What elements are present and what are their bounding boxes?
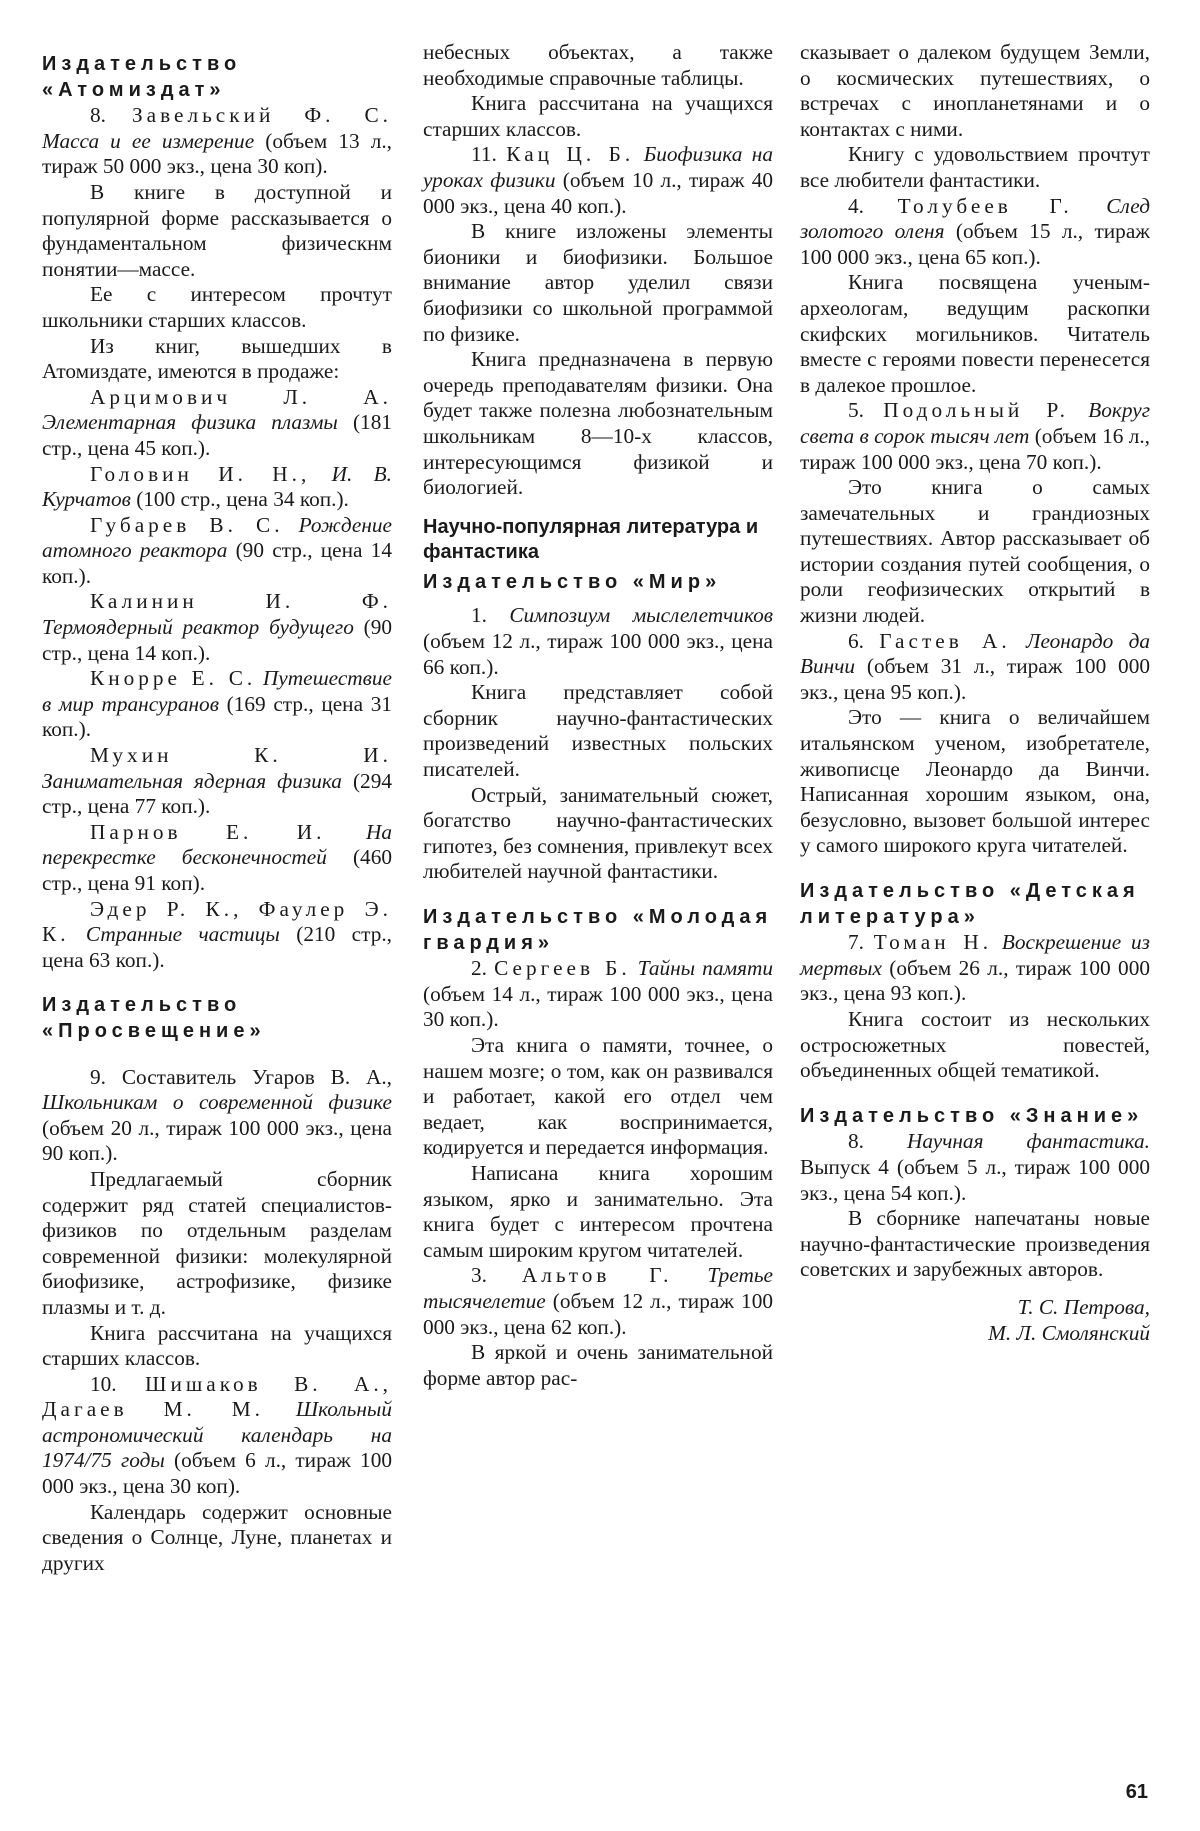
entry-author: Завельский Ф. С.	[131, 103, 392, 128]
column-1	[42, 40, 392, 1576]
reference-author: Головин И. Н.,	[90, 461, 311, 486]
entry-details: (объем 12 л., тираж 100 000 экз., цена 62 коп.).	[423, 1288, 774, 1339]
entry-title: Научная фантастика.	[907, 1129, 1150, 1154]
entry-11-prosveshchenie	[423, 142, 773, 219]
entry-4-molodaya-gvardiya	[800, 194, 1150, 271]
entry-description: Предлагаемый сборник содержит ряд статей специалистов-физиков по отдельным разделам современной физики: молекулярной биофизике, астрофизике, физике плазмы и т. д.	[42, 1166, 392, 1319]
entry-title: Школьный астрономический календарь на 1974/75 годы	[42, 1397, 392, 1473]
entry-7-detskaya-literatura	[800, 930, 1150, 1007]
continued-text: небесных объектах, а также необходимые справочные таблицы.	[423, 40, 773, 90]
reference-details: (90 стр., цена 14 коп.).	[42, 538, 392, 588]
entry-number: 8.	[90, 103, 106, 128]
entry-description: Книга посвящена ученым-археологам, ведущим раскопки скифских могильников. Читатель вместе с героями повести перенесется в далекое прошлое.	[800, 270, 1150, 397]
entry-description: В книге в доступной и популярной форме рассказывается о фундаментальном физическнм понятии—массе.	[42, 179, 392, 281]
entry-8-atomizdat	[42, 103, 392, 180]
reference-item	[42, 820, 392, 897]
entry-3-molodaya-gvardiya	[423, 1263, 773, 1340]
entry-details: (объем 26 л., тираж 100 000 экз., цена 93 коп.).	[800, 955, 1151, 1006]
entry-details: (объем 6 л., тираж 100 000 экз., цена 30 коп).	[42, 1448, 392, 1499]
entry-author: Альтов Г.	[521, 1263, 673, 1288]
entry-2-molodaya-gvardiya	[423, 956, 773, 1033]
reference-details: (100 стр., цена 34 коп.).	[136, 487, 349, 512]
publisher-heading-detskaya-literatura: Издательство «Детская литература»	[800, 880, 1140, 928]
reference-details: (181 стр., цена 45 коп.).	[42, 410, 392, 460]
entry-description: Это — книга о величайшем итальянском ученом, изобретателе, живописце Леонардо да Винчи. Написанная хорошим языком, она, безусловно, вызовет большой интерес у самого широкого круга читателей.	[800, 705, 1150, 858]
entry-title: Воскрешение из мертвых	[800, 930, 1150, 980]
entry-title: Масса и ее измерение	[42, 128, 255, 153]
reference-title: Рождение атомного реактора	[42, 512, 392, 563]
entry-author: Составитель Угаров В. А.,	[121, 1064, 392, 1089]
reference-title: На перекрестке бесконечностей	[42, 819, 392, 870]
entry-description: Эта книга о памяти, точнее, о нашем мозге; о том, как он развивался и работает, какой его отдел чем ведает, как воспринимается, кодируется и передается информация.	[423, 1032, 773, 1160]
publisher-heading-molodaya-gvardiya: Издательство «Молодая гвардия»	[423, 906, 773, 954]
reference-item	[42, 589, 392, 666]
column-2	[423, 40, 773, 1391]
entry-author: Подольный Р.	[883, 398, 1070, 423]
entry-number: 11.	[471, 142, 497, 167]
entry-description: В сборнике напечатаны новые научно-фантастические произведения советских и зарубежных авторов.	[800, 1206, 1150, 1282]
entry-6-molodaya-gvardiya	[800, 629, 1150, 706]
entry-title: След золотого оленя	[800, 193, 1150, 244]
reference-item	[42, 743, 392, 820]
entry-description: Книга состоит из нескольких остросюжетных повестей, объединенных общей тематикой.	[800, 1006, 1150, 1083]
entry-description: В яркой и очень занимательной форме автор рас-	[423, 1340, 773, 1390]
entry-description: В книге изложены элементы бионики и биофизики. Большое внимание автор уделил связи биофизики со школьной программой по физике.	[423, 219, 773, 346]
entry-number: 5.	[848, 398, 864, 423]
entry-details: (объем 13 л., тираж 50 000 экз., цена 30 коп).	[42, 128, 392, 179]
publisher-heading-znanie: Издательство «Знание»	[800, 1104, 1144, 1127]
reference-author: Эдер Р. К., Фаулер Э. К.	[42, 896, 392, 947]
entry-title: Третье тысячелетие	[423, 1263, 774, 1313]
entry-author: Толубеев Г.	[897, 193, 1073, 218]
entry-details: (объем 20 л., тираж 100 000 экз., цена 90 коп.).	[42, 1115, 392, 1166]
entry-description: Книгу с удовольствием прочтут все любители фантастики.	[800, 142, 1150, 192]
publisher-heading-prosveshchenie: Издательство «Просвещение»	[42, 994, 266, 1042]
entry-title: Леонардо да Винчи	[800, 628, 1150, 679]
reference-title: Странные частицы	[85, 922, 280, 947]
entry-author: Сергеев Б.	[494, 956, 631, 981]
entry-5-molodaya-gvardiya	[800, 398, 1150, 475]
reference-item	[42, 462, 392, 513]
reference-title: Занимательная ядерная физика	[42, 768, 342, 793]
entry-1-mir	[423, 603, 773, 680]
entry-9-prosveshchenie	[42, 1065, 392, 1167]
column-3	[800, 40, 1150, 1346]
entry-author: Шишаков В. А., Дагаев М. М.	[42, 1371, 392, 1422]
reference-details: (210 стр., цена 63 коп.).	[42, 922, 392, 972]
reference-author: Мухин К. И.	[90, 743, 392, 768]
reference-item	[42, 513, 392, 590]
entry-title: Биофизика на уроках физики	[423, 142, 774, 192]
entry-author: Кац Ц. Б.	[506, 142, 635, 167]
reference-details: (90 стр., цена 14 коп.).	[42, 615, 392, 665]
entry-description: Календарь содержит основные сведения о Солнце, Луне, планетах и других	[42, 1499, 392, 1575]
reference-details: (169 стр., цена 31 коп.).	[42, 691, 392, 742]
reference-details: (460 стр., цена 91 коп).	[42, 845, 392, 895]
entry-title: Школьникам о современной физике	[42, 1090, 392, 1115]
entry-description: Книга рассчитана на учащихся старших классов.	[423, 91, 773, 141]
continued-text: сказывает о далеком будущем Земли, о космических путешествиях, о встречах с инопланетянами и о контактах с ними.	[800, 40, 1150, 141]
reference-author: Арцимович Л. А.	[90, 384, 392, 409]
entry-details: (объем 14 л., тираж 100 000 экз., цена 30 коп.).	[423, 981, 773, 1032]
reference-title: Термоядерный реактор будущего	[42, 615, 354, 640]
entry-description: Книга предназначена в первую очередь преподавателям физики. Она будет также полезна любознательным школьникам 8—10-х классов, интересующимся физикой и биологией.	[423, 347, 773, 500]
entry-description: Книга представляет собой сборник научно-фантастических произведений известных польских писателей.	[423, 680, 773, 782]
entry-number: 6.	[848, 628, 864, 653]
reference-title: И. В. Курчатов	[42, 461, 392, 512]
reference-author: Калинин И. Ф.	[90, 589, 392, 614]
reference-author: Губарев В. С.	[90, 512, 284, 537]
reference-details: (294 стр., цена 77 коп.).	[42, 768, 392, 819]
entry-details: Выпуск 4 (объем 5 л., тираж 100 000 экз., цена 54 коп.).	[800, 1154, 1150, 1205]
entry-details: (объем 12 л., тираж 100 000 экз., цена 66 коп.).	[423, 629, 773, 679]
entry-number: 3.	[471, 1263, 487, 1288]
signature-author-1: Т. С. Петрова,	[1017, 1294, 1150, 1319]
entry-number: 2.	[471, 956, 487, 981]
entry-description: Острый, занимательный сюжет, богатство научно-фантастических гипотез, без сомнения, привлекут всех любителей научной фантастики.	[423, 782, 773, 884]
entry-number: 4.	[848, 193, 864, 218]
entry-number: 9.	[90, 1064, 106, 1089]
entry-title: Симпозиум мыслелетчиков	[509, 603, 773, 628]
reference-item	[42, 897, 392, 974]
entry-number: 8.	[848, 1129, 864, 1154]
signature-author-2: М. Л. Смолянский	[988, 1320, 1150, 1345]
reference-item	[42, 385, 392, 462]
entry-description: Написана книга хорошим языком, ярко и занимательно. Эта книга будет с интересом прочтена самым широким кругом читателей.	[423, 1160, 773, 1262]
entry-number: 1.	[471, 603, 487, 628]
entry-details: (объем 15 л., тираж 100 000 экз., цена 65 коп.).	[800, 219, 1150, 269]
entry-title: Вокруг света в сорок тысяч лет	[800, 398, 1150, 448]
entry-author: Томан Н.	[873, 930, 993, 955]
reference-author: Парнов Е. И.	[90, 819, 326, 844]
reference-title: Путешествие в мир трансуранов	[42, 666, 393, 716]
reference-title: Элементарная физика плазмы	[42, 410, 338, 435]
entry-8-znanie	[800, 1129, 1150, 1206]
entry-description: Это книга о самых замечательных и грандиозных путешествиях. Автор рассказывает об истории создания путей сообщения, о роли геофизических открытий в жизни людей.	[800, 475, 1150, 628]
publisher-heading-atomizdat: Издательство «Атомиздат»	[42, 53, 242, 101]
entry-number: 7.	[848, 930, 864, 955]
entry-10-prosveshchenie	[42, 1372, 392, 1500]
entry-details: (объем 16 л., тираж 100 000 экз., цена 70 коп.).	[800, 423, 1150, 474]
entry-details: (объем 31 л., тираж 100 000 экз., цена 95 коп.).	[800, 654, 1151, 704]
reference-item	[42, 666, 392, 743]
publisher-heading-mir: Издательство «Мир»	[423, 570, 722, 593]
entry-details: (объем 10 л., тираж 40 000 экз., цена 40 коп.).	[423, 167, 773, 218]
page-number: 61	[1125, 1781, 1148, 1803]
section-title: Научно-популярная литература и фантастика	[423, 515, 759, 564]
entry-number: 10.	[90, 1371, 117, 1396]
in-stock-intro: Из книг, вышедших в Атомиздате, имеются в продаже:	[42, 333, 392, 384]
entry-author: Гастев А.	[879, 628, 1011, 653]
entry-title: Тайны памяти	[637, 956, 773, 981]
reference-author: Кнорре Е. С.	[90, 666, 257, 691]
entry-description: Книга рассчитана на учащихся старших классов.	[42, 1320, 392, 1371]
entry-description: Ее с интересом прочтут школьники старших классов.	[42, 282, 392, 332]
